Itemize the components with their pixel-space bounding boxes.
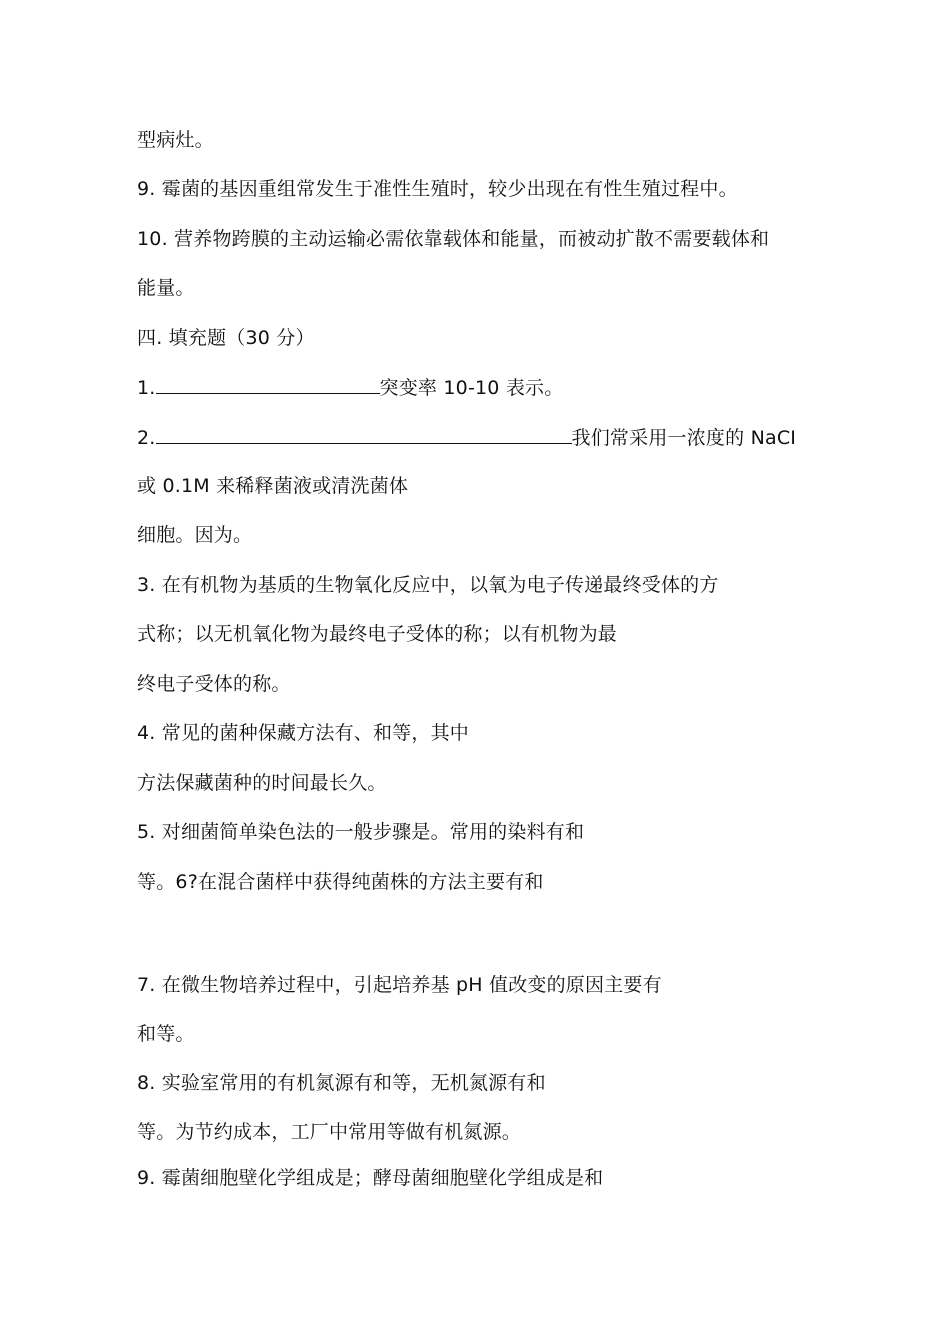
- question-7-line-1: 7. 在微生物培养过程中，引起培养基 pH 值改变的原因主要有: [137, 974, 662, 996]
- question-2-number: 2.: [137, 427, 156, 449]
- question-1-blank[interactable]: [156, 375, 380, 394]
- question-9-line-1: 9. 霉菌细胞壁化学组成是；酵母菌细胞壁化学组成是和: [137, 1167, 604, 1189]
- question-4-line-2: 方法保藏菌种的时间最长久。: [137, 772, 387, 794]
- statement-9-mold-recombination: 9. 霉菌的基因重组常发生于准性生殖时，较少出现在有性生殖过程中。: [137, 178, 738, 200]
- question-2-blank[interactable]: [156, 425, 572, 444]
- question-1: [137, 375, 563, 400]
- question-5-line-1: 5. 对细菌简单染色法的一般步骤是。常用的染料有和: [137, 821, 585, 843]
- question-4-line-1: 4. 常见的菌种保藏方法有、和等，其中: [137, 722, 469, 744]
- text-line-continuation-lesion: 型病灶。: [137, 129, 214, 151]
- question-2: [137, 425, 796, 450]
- statement-10-membrane-transport: 10. 营养物跨膜的主动运输必需依靠载体和能量，而被动扩散不需要载体和: [137, 228, 770, 250]
- question-2-line-3: 细胞。因为。: [137, 524, 253, 546]
- question-7-line-2: 和等。: [137, 1023, 195, 1045]
- section-heading-fill-in: 四. 填充题（30 分）: [137, 327, 315, 349]
- question-3-line-2: 式称；以无机氧化物为最终电子受体的称；以有机物为最: [137, 623, 618, 645]
- question-2-line-2: 或 0.1M 来稀释菌液或清洗菌体: [137, 475, 409, 497]
- question-5-6-line: 等。6?在混合菌样中获得纯菌株的方法主要有和: [137, 871, 544, 893]
- statement-10-continuation: 能量。: [137, 277, 195, 299]
- question-3-line-1: 3. 在有机物为基质的生物氧化反应中，以氧为电子传递最终受体的方: [137, 574, 719, 596]
- question-8-line-1: 8. 实验室常用的有机氮源有和等，无机氮源有和: [137, 1072, 546, 1094]
- question-8-line-2: 等。为节约成本，工厂中常用等做有机氮源。: [137, 1121, 522, 1143]
- question-1-number: 1.: [137, 377, 156, 399]
- question-2-text: 我们常采用一浓度的 NaCI: [571, 427, 797, 449]
- question-1-text: 突变率 10-10 表示。: [379, 377, 564, 399]
- question-3-line-3: 终电子受体的称。: [137, 673, 291, 695]
